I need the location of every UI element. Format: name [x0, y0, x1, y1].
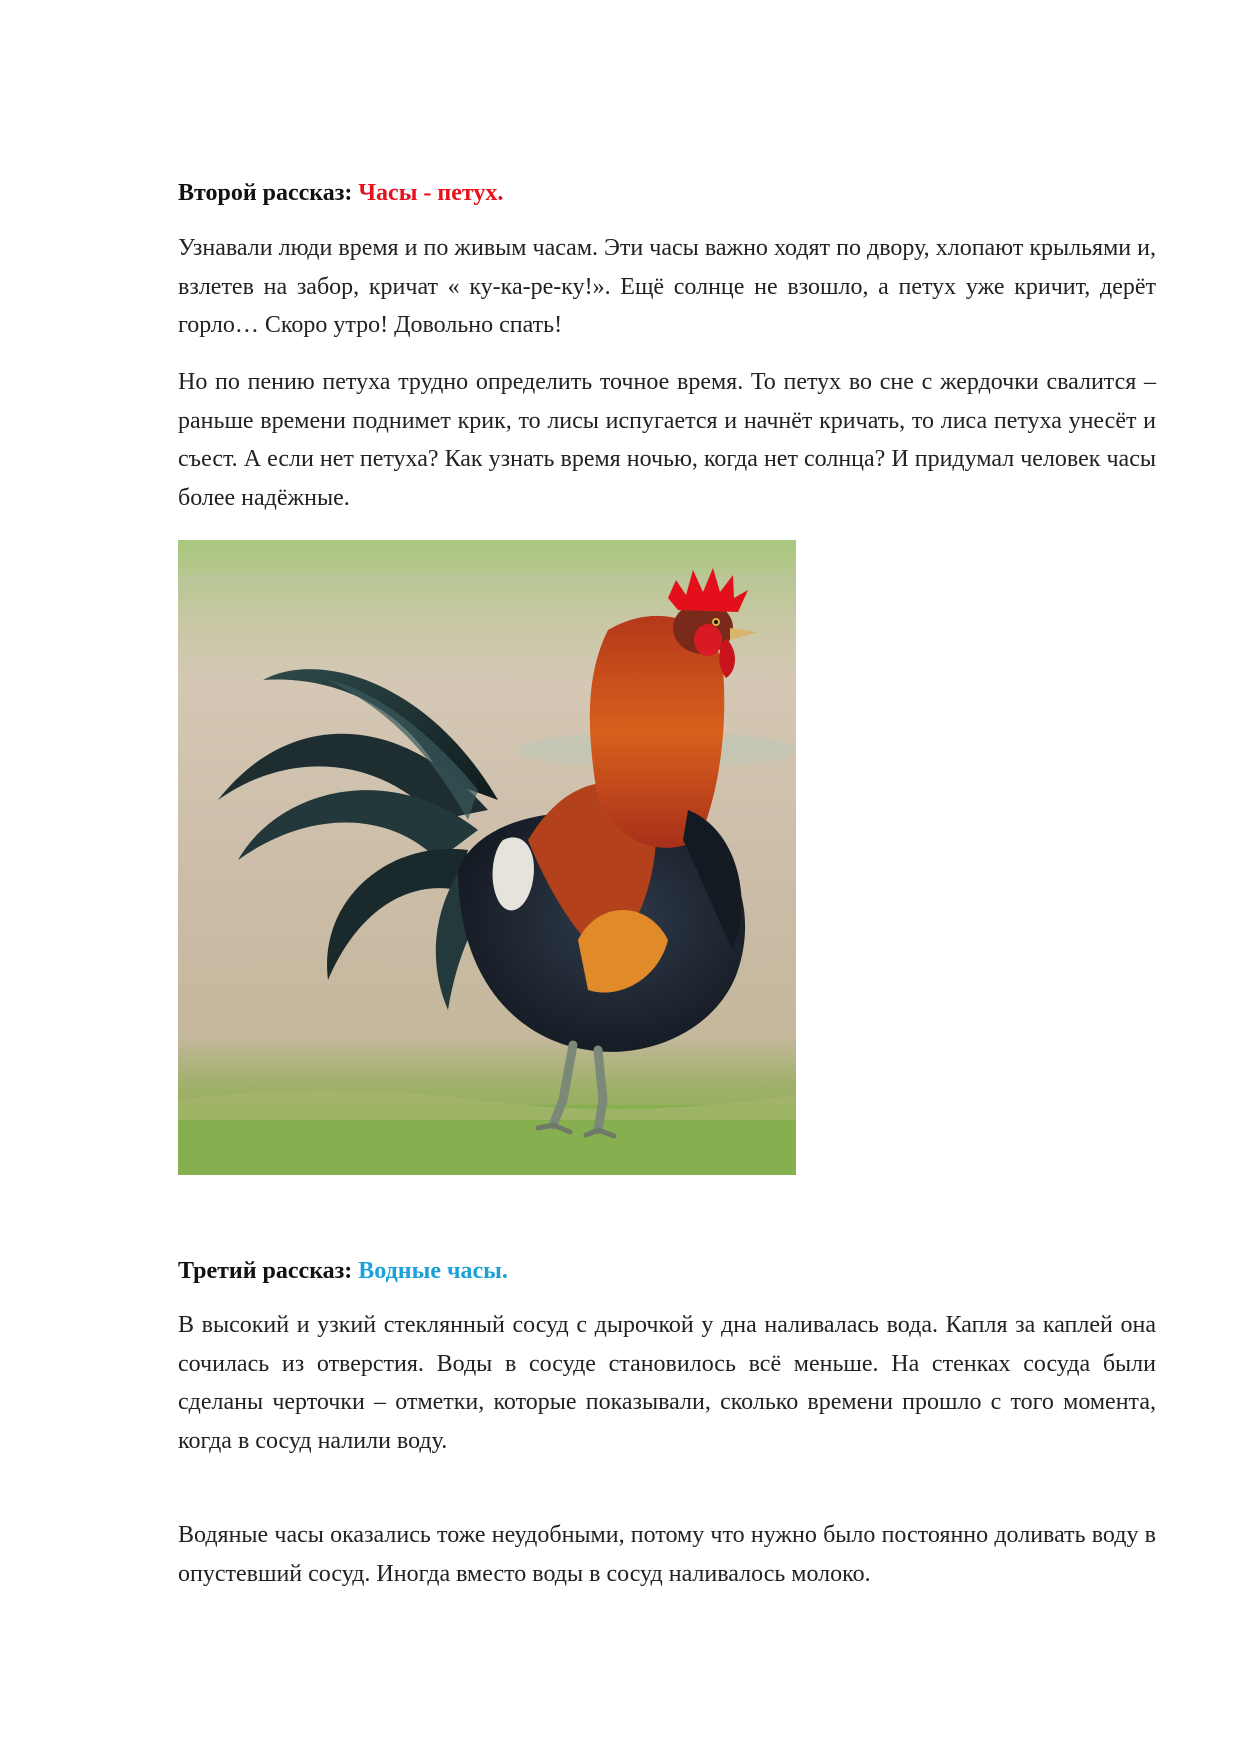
story-2-title: Часы - петух. — [358, 180, 504, 206]
story-2-paragraph-2: Но по пению петуха трудно определить точное время. То петух во сне с жердочки свалится – раньше времени поднимет крик, то лисы испугается и начнёт кричать, то лиса петуха унесёт и съест. А если нет петуха? Как узнать время ночью, когда нет солнца? И придумал человек часы более надёжные. — [178, 369, 1156, 511]
rooster-photo — [178, 540, 796, 1175]
story-3-paragraph-1: В высокий и узкий стеклянный сосуд с дырочкой у дна наливалась вода. Капля за каплей она сочилась из отверстия. Воды в сосуде становилось всё меньше. На стенках сосуда были сделаны черточки – отметки, которые показывали, сколько времени прошло с того момента, когда в сосуд налили воду. — [178, 1312, 1156, 1454]
story-2-label: Второй рассказ: — [178, 180, 353, 206]
story-2-paragraph-1: Узнавали люди время и по живым часам. Эти часы важно ходят по двору, хлопают крыльями и, взлетев на забор, кричат « ку-ка-ре-ку!». Ещё солнце не взошло, а петух уже кричит, дерёт горло… Скоро утро! Довольно спать! — [178, 235, 1156, 338]
story-3-title: Водные часы. — [358, 1258, 508, 1284]
story-3-paragraph-2: Водяные часы оказались тоже неудобными, потому что нужно было постоянно доливать воду в опустевший сосуд. Иногда вместо воды в сосуд наливалось молоко. — [178, 1522, 1156, 1587]
story-2-heading — [178, 178, 503, 208]
story-3-label: Третий рассказ: — [178, 1258, 353, 1284]
story-3-heading — [178, 1256, 508, 1286]
